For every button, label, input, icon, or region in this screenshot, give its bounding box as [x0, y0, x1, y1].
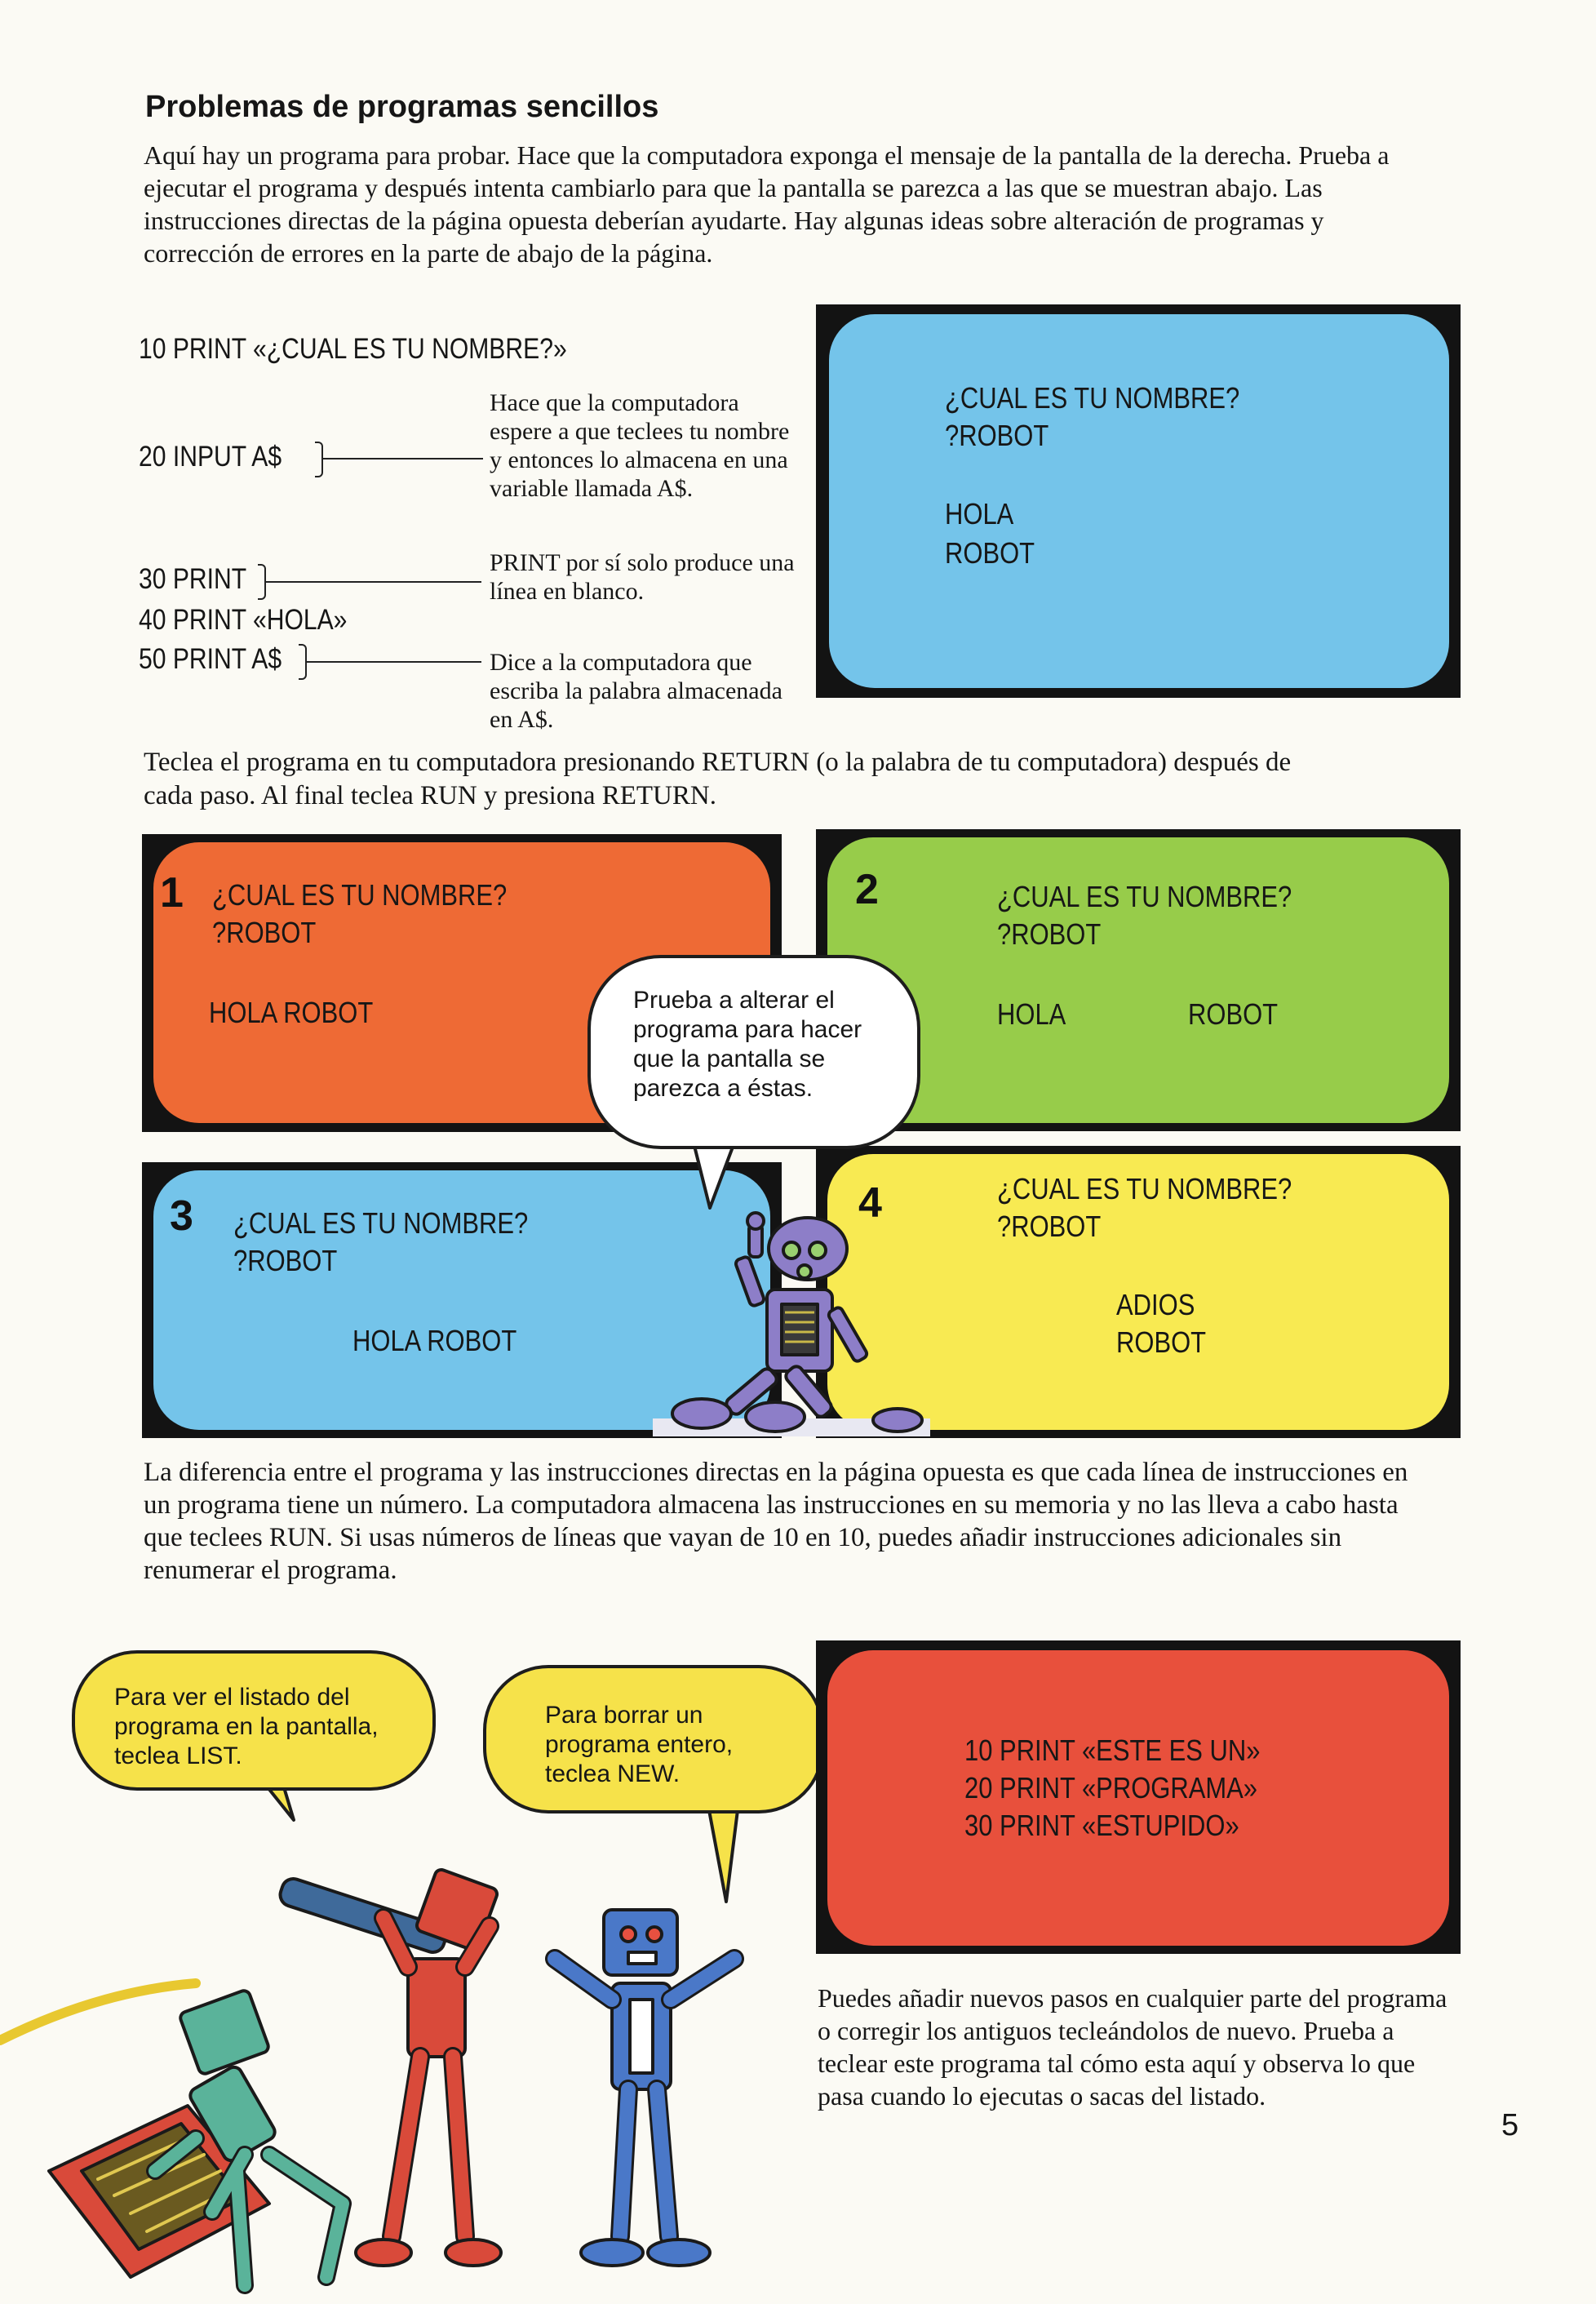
screen-3-line-1: ¿CUAL ES TU NOMBRE?: [233, 1206, 529, 1240]
note-line-30: PRINT por sí solo produce una línea en blanco.: [490, 549, 795, 605]
screen-1-number: 1: [160, 869, 184, 917]
bracket-50: [299, 644, 307, 680]
program-line-10: 10 PRINT «¿CUAL ES TU NOMBRE?»: [139, 333, 567, 365]
pointer-line-30: [266, 581, 481, 583]
program-line-50: 50 PRINT A$: [139, 643, 282, 675]
screen-2-number: 2: [855, 866, 879, 913]
main-screen-line-1: ¿CUAL ES TU NOMBRE?: [945, 381, 1240, 415]
main-screen-line-4: ROBOT: [945, 536, 1035, 570]
robots-illustration: [0, 1714, 808, 2304]
main-screen-line-3: HOLA: [945, 497, 1014, 530]
main-screen-line-2: ?ROBOT: [945, 419, 1049, 452]
bracket-20: [315, 442, 323, 477]
speech-bubble-new-text: Para borrar un programa entero, teclea NEW.: [545, 1702, 734, 1787]
program-line-40: 40 PRINT «HOLA»: [139, 604, 348, 636]
main-screen-display: [829, 314, 1449, 688]
screen-3-line-3: HOLA ROBOT: [352, 1324, 517, 1357]
screen-1-line-2: ?ROBOT: [212, 916, 317, 949]
pointer-line-20: [323, 458, 483, 459]
bottom-paragraph: Puedes añadir nuevos pasos en cualquier parte del programa o corregir los antiguos tecleándolos de nuevo. Prueba a teclear este programa tal cómo esta aquí y observa lo que pasa cuando lo ejecutas o sacas del listado.: [818, 1983, 1447, 2111]
intro-paragraph: Aquí hay un programa para probar. Hace que la computadora exponga el mensaje de la pantalla de la derecha. Prueba a ejecutar el programa y después intenta cambiarlo para que la pantalla se parezca a las que se muestran abajo. Las instrucciones directas de la página opuesta deberían ayudarte. Hay algunas ideas sobre alteración de programas y corrección de errores en la parte de abajo de la página.: [144, 140, 1390, 268]
note-line-50: Dice a la computadora que escriba la palabra almacenada en A$.: [490, 649, 782, 733]
screen-2-line-1: ¿CUAL ES TU NOMBRE?: [997, 880, 1292, 913]
red-screen-line-3: 30 PRINT «ESTUPIDO»: [964, 1809, 1239, 1842]
speech-bubble-center: [587, 955, 920, 1149]
red-screen-line-2: 20 PRINT «PROGRAMA»: [964, 1771, 1258, 1805]
difference-paragraph: La diferencia entre el programa y las instrucciones directas en la página opuesta es que cada línea de instrucciones en un programa tiene un número. La computadora almacena las instrucciones en su memoria y no las lleva a cabo hasta que teclees RUN. Si usas números de líneas que vayan de 10 en 10, puedes añadir instrucciones adicionales sin renumerar el programa.: [144, 1458, 1408, 1585]
note-line-20: Hace que la computadora espere a que teclees tu nombre y entonces lo almacena en una variable llamada A$.: [490, 389, 790, 502]
screen-2-line-3b: ROBOT: [1188, 997, 1279, 1031]
screen-4-line-2: ?ROBOT: [997, 1210, 1102, 1243]
screen-1-line-3: HOLA ROBOT: [209, 996, 374, 1029]
screen-2-line-3a: HOLA: [997, 997, 1066, 1031]
type-instructions: Teclea el programa en tu computadora presionando RETURN (o la palabra de tu computadora) después de cada paso. Al final teclea RUN y presiona RETURN.: [144, 748, 1292, 810]
screen-3-line-2: ?ROBOT: [233, 1244, 338, 1277]
page-title: Problemas de programas sencillos: [145, 90, 659, 124]
pointer-line-50: [307, 661, 481, 663]
bracket-30: [258, 564, 266, 600]
speech-bubble-center-text: Prueba a alterar el programa para hacer que la pantalla se parezca a éstas.: [633, 987, 862, 1102]
screen-2-line-2: ?ROBOT: [997, 917, 1102, 951]
red-screen: [816, 1640, 1461, 1954]
main-screen: [816, 304, 1461, 698]
program-line-20: 20 INPUT A$: [139, 441, 282, 473]
page-number: 5: [1501, 2108, 1519, 2142]
screen-4-line-4: ROBOT: [1116, 1325, 1207, 1359]
screen-3-number: 3: [170, 1192, 193, 1240]
screen-4-line-3: ADIOS: [1116, 1288, 1195, 1321]
program-line-30: 30 PRINT: [139, 563, 247, 595]
screen-4-line-1: ¿CUAL ES TU NOMBRE?: [997, 1172, 1292, 1205]
screen-4-number: 4: [858, 1179, 882, 1227]
purple-robot-illustration: [653, 1200, 963, 1445]
red-screen-line-1: 10 PRINT «ESTE ES UN»: [964, 1734, 1261, 1767]
speech-bubble-list-text: Para ver el listado del programa en la pantalla, teclea LIST.: [114, 1684, 379, 1769]
screen-1-line-1: ¿CUAL ES TU NOMBRE?: [212, 878, 508, 912]
